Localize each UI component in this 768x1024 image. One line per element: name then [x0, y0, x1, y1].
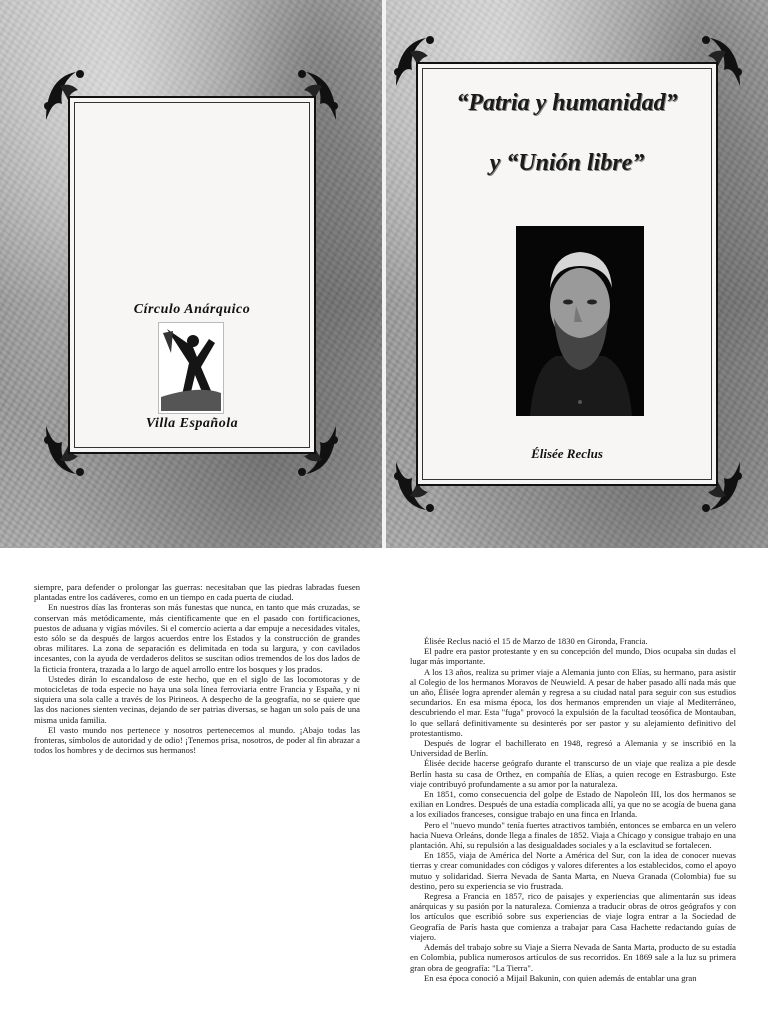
- title-line-2: y “Unión libre”: [489, 150, 645, 176]
- paragraph: Pero el "nuevo mundo" tenía fuertes atractivos también, entonces se embarca en un velero hacia Nueva Orleáns, donde llega a finales de 1852. Viaja a Chicago y consigue trabajo en una plantación. Ahí, su repulsión a las desigualdades sociales y a la esclavitud se fortalecen.: [410, 819, 736, 851]
- paragraph: Además del trabajo sobre su Viaje a Sierra Nevada de Santa Marta, producto de su estadía en Colombia, publica numerosos artículos de sus recorridos. En 1869 sale a la luz su primera gran obra de geografía: "La Tierra".: [410, 942, 736, 973]
- paragraph: En 1855, viaja de América del Norte a América del Sur, con la idea de conocer nuevas tierras y crear comunidades con códigos y valores diferentes a los establecidos, como el apoyo mutuo y solidaridad. Sierra Nevada de Santa Marta, en Nueva Granada (Colombia) fue su destino, pero su experiencia se vio frustrada.: [410, 850, 736, 891]
- paragraph: Élisée decide hacerse geógrafo durante el transcurso de un viaje que realiza a pie desde Berlín hasta su casa de Orthez, en compañía de Elías, a quien recoge en Estrasburgo. Este viaje contribuyó profundamente a su amor por la naturaleza.: [410, 758, 736, 789]
- right-page-text: [410, 636, 736, 1024]
- back-cover-frame: [68, 96, 316, 454]
- front-cover-frame: [416, 62, 718, 486]
- paragraph: Élisée Reclus nació el 15 de Marzo de 1830 en Gironda, Francia.: [424, 636, 648, 646]
- author-portrait: [516, 226, 644, 416]
- paragraph: El vasto mundo nos pertenece y nosotros pertenecemos al mundo. ¡Abajo todas las fronteras, símbolos de autoridad y de odio! ¡Tenemos prisa, nosotros, de poder al fin abrazar a todos los hombres y de decirnos sus hermanos!: [34, 724, 360, 756]
- paragraph: En esa época conoció a Mijail Bakunin, con quien además de entablar una gran: [424, 972, 697, 983]
- circle-title: Círculo Anárquico: [133, 302, 251, 317]
- anarchist-illustration: [158, 322, 224, 414]
- paragraph: Después de lograr el bachillerato en 1948, regresó a Alemania y se inscribió en la Universidad de Berlín.: [410, 738, 736, 759]
- paragraph: El padre era pastor protestante y en su concepción del mundo, Dios ocupaba sin dudas el lugar más importante.: [410, 646, 736, 667]
- author-name: Élisée Reclus: [531, 446, 603, 461]
- paragraph: A los 13 años, realiza su primer viaje a Alemania junto con Elías, su hermano, para asistir al Colegio de los hermanos Moravos de Neuwield. A pesar de haber pasado allí nada más que un año, Élisée logra aprender alemán y regresa a su ciudad natal para seguir con sus estudios secundarios. En esa misma época, los dos hermanos emprenden un viaje al Mediterráneo, descubriendo el mar. Esta "fuga" provocó la expulsión de la facultad teosófica de Montauban, lo que sellará definitivamente su desinterés por ser pastor y su alejamiento definitivo del protestantismo.: [410, 666, 736, 738]
- paragraph: En 1851, como consecuencia del golpe de Estado de Napoleón III, los dos hermanos se exilian en Londres. Después de una estadía complicada allí, ya que no se acogía de buena gana a los exiliados franceses, consigue trabajo en una finca en Irlanda.: [410, 789, 736, 820]
- title-line-1: “Patria y humanidad”: [456, 90, 678, 116]
- back-cover: [0, 0, 382, 548]
- front-cover: [386, 0, 768, 548]
- paragraph: Ustedes dirán lo escandaloso de este hecho, que en el siglo de las locomotoras y de motocicletas de toda especie no haya una sola línea ferroviaria entre Francia y España, y ni siquiera una sola calle a través de los Pirineos. A despecho de la geografía, no se quiere que las dos naciones sienten vecinas, dejando de ser patrias diversas, se hagan un solo país de una misma unida familia.: [34, 673, 360, 725]
- paragraph: siempre, para defender o prolongar las guerras: necesitaban que las piedras labradas fuesen plantadas entre los cadáveres, como en un tiempo en cada puerta de ciudad.: [34, 582, 360, 603]
- paragraph: En nuestros días las fronteras son más funestas que nunca, en tanto que más cruzadas, se conservan más metódicamente, más científicamente que en el pasado con fortificaciones, puestos de aduana y vigías móviles. Si el comercio acierta a dar empuje a necesidades vitales, esto sólo se da después de largos acuerdos entre los Estados y la construcción de grandes obras militares. La zona de separación es delimitada en toda su largura, y con cavilados incesantes, con la ayuda de verdaderos delitos se suscitan odios tremendos de los dos lados de la ficticia frontera, trazada a lo largo de aquel arrollo entre los bosques y los prados.: [34, 602, 360, 674]
- circle-location: Villa Española: [145, 416, 239, 431]
- paragraph: Regresa a Francia en 1857, rico de paisajes y experiencias que alimentarán sus ideas anárquicas y su pasión por la naturaleza. Comienza a traducir obras de otros geógrafos y con los artículos que escribió sobre sus experiencias de viaje logra entrar a la Sociedad de Geografía de París hasta que comienza a trabajar para Casa Hachette redactando guías de viajero.: [410, 891, 736, 942]
- left-page-text: [34, 582, 360, 755]
